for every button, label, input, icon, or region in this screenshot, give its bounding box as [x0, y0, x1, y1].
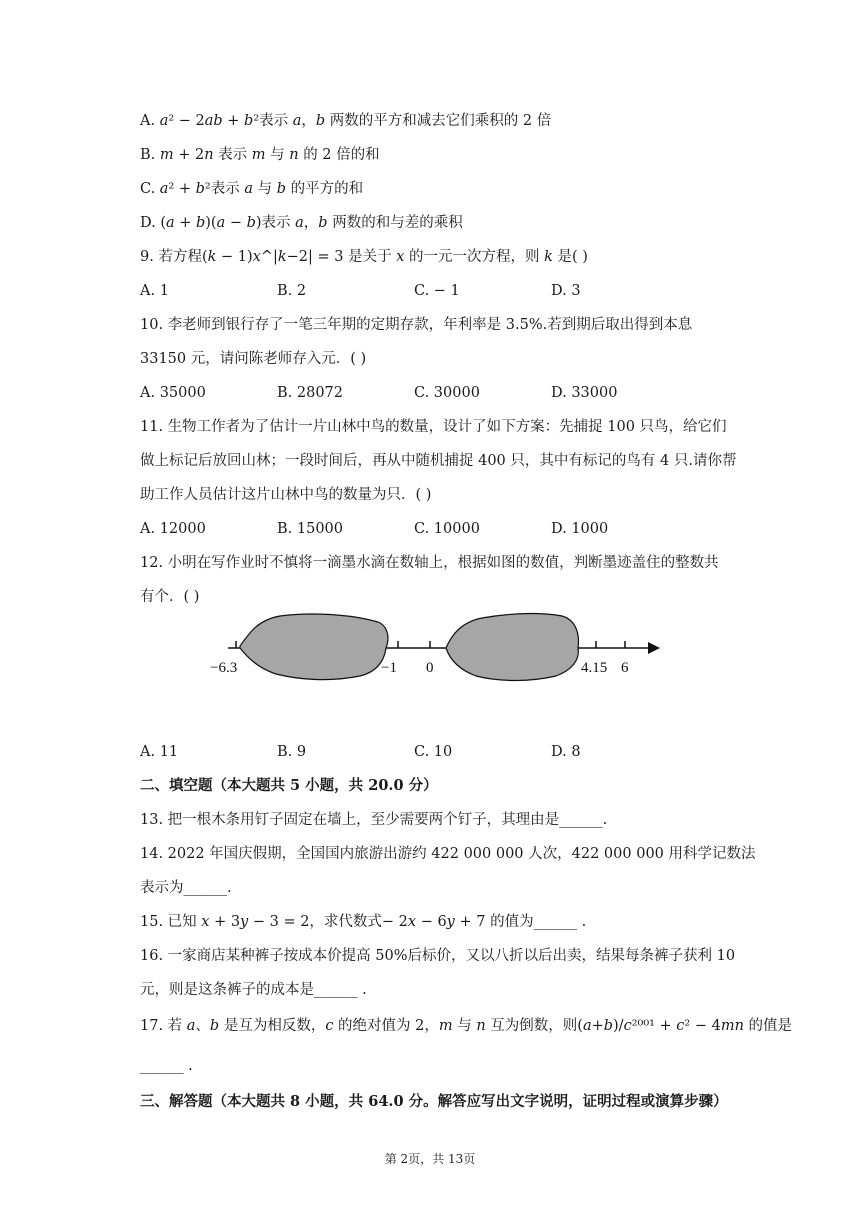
- q9-option-a: A. 1: [140, 283, 169, 299]
- q11-option-b: B. 15000: [277, 521, 344, 537]
- question-14-line-2: 表示为______.: [140, 880, 232, 896]
- ink-blot-left: [240, 614, 388, 680]
- label-6: 6: [621, 660, 629, 676]
- label-minus-1: −1: [381, 660, 397, 676]
- question-14-line-1: 14. 2022 年国庆假期，全国国内旅游出游约 422 000 000 人次，422 000 000 用科学记数法: [140, 846, 756, 862]
- question-15: 15. 已知 𝑥 + 3𝑦 − 3 = 2，求代数式− 2𝑥 − 6𝑦 + 7 的值为______ .: [140, 914, 587, 930]
- question-11-line-1: 11. 生物工作者为了估计一片山林中鸟的数量，设计了如下方案：先捕捉 100 只鸟，给它们: [140, 419, 727, 435]
- label-4-15: 4.15: [581, 660, 608, 676]
- question-13: 13. 把一根木条用钉子固定在墙上，至少需要两个钉子，其理由是______.: [140, 812, 608, 828]
- question-16-line-2: 元，则是这条裤子的成本是______ .: [140, 982, 367, 998]
- q9-option-b: B. 2: [277, 283, 307, 299]
- ink-blot-right: [446, 614, 578, 681]
- question-16-line-1: 16. 一家商店某种裤子按成本价提高 50%后标价，又以八折以后出卖，结果每条裤子获利 10: [140, 948, 736, 964]
- question-17-line-2: ______ .: [140, 1058, 193, 1074]
- section-3-heading: 三、解答题（本大题共 8 小题，共 64.0 分。解答应写出文字说明，证明过程或演算步骤）: [140, 1093, 728, 1110]
- q8-option-b: B. 𝑚 + 2𝑛 表示 𝑚 与 𝑛 的 2 倍的和: [140, 147, 380, 163]
- number-line-figure: [200, 610, 660, 690]
- q12-option-a: A. 11: [140, 744, 179, 760]
- label-minus-6-3: −6.3: [210, 660, 238, 676]
- q12-option-c: C. 10: [414, 744, 453, 760]
- q10-option-c: C. 30000: [414, 385, 480, 401]
- q9-option-d: D. 3: [551, 283, 581, 299]
- q11-option-d: D. 1000: [551, 521, 609, 537]
- q10-option-a: A. 35000: [140, 385, 206, 401]
- question-9: 9. 若方程(𝑘 − 1)𝑥^|𝑘−2| = 3 是关于 𝑥 的一元一次方程，则 𝑘 是( ): [140, 249, 588, 265]
- q10-option-d: D. 33000: [551, 385, 618, 401]
- question-11-line-3: 助工作人员估计这片山林中鸟的数量为只．( ): [140, 487, 432, 503]
- q11-option-c: C. 10000: [414, 521, 480, 537]
- q8-option-d: D. (𝑎 + 𝑏)(𝑎 − 𝑏)表示 𝑎，𝑏 两数的和与差的乘积: [140, 215, 463, 231]
- q12-option-d: D. 8: [551, 744, 581, 760]
- q11-option-a: A. 12000: [140, 521, 206, 537]
- question-10-line-1: 10. 李老师到银行存了一笔三年期的定期存款，年利率是 3.5%.若到期后取出得到本息: [140, 317, 693, 333]
- label-zero: 0: [426, 660, 434, 676]
- q10-option-b: B. 28072: [277, 385, 344, 401]
- q8-option-a: A. 𝑎² − 2𝑎𝑏 + 𝑏²表示 𝑎，𝑏 两数的平方和减去它们乘积的 2 倍: [140, 113, 552, 129]
- question-17-line-1: 17. 若 𝑎、𝑏 是互为相反数，𝑐 的绝对值为 2，𝑚 与 𝑛 互为倒数，则(𝑎+𝑏)/𝑐²⁰⁰¹ + 𝑐² − 4𝑚𝑛 的值是: [140, 1018, 793, 1034]
- axis-arrow: [648, 642, 660, 654]
- q8-option-c: C. 𝑎² + 𝑏²表示 𝑎 与 𝑏 的平方的和: [140, 181, 364, 197]
- question-12-line-1: 12. 小明在写作业时不慎将一滴墨水滴在数轴上，根据如图的数值，判断墨迹盖住的整数共: [140, 555, 719, 571]
- page-footer: 第 2页，共 13页: [384, 1152, 476, 1166]
- q12-option-b: B. 9: [277, 744, 307, 760]
- question-11-line-2: 做上标记后放回山林；一段时间后，再从中随机捕捉 400 只，其中有标记的鸟有 4 只.请你帮: [140, 453, 737, 469]
- question-12-line-2: 有个．( ): [140, 589, 200, 605]
- question-10-line-2: 33150 元，请问陈老师存入元．( ): [140, 351, 367, 367]
- q9-option-c: C. − 1: [414, 283, 460, 299]
- section-2-heading: 二、填空题（本大题共 5 小题，共 20.0 分）: [140, 777, 438, 794]
